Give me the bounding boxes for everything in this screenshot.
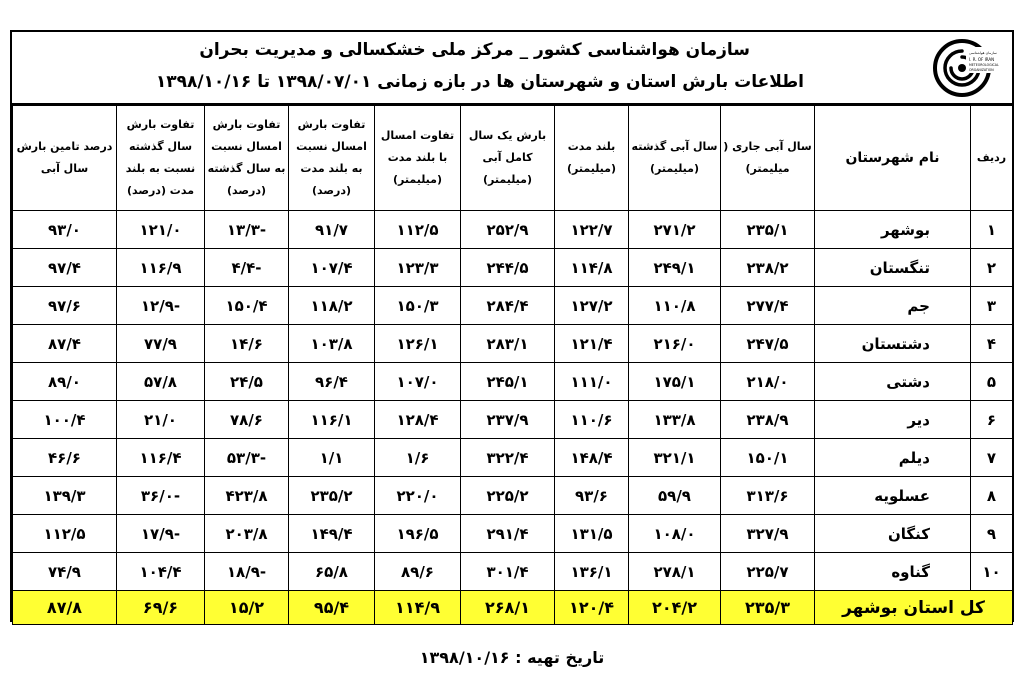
table-row xyxy=(13,249,1013,287)
table-cell: ۱۳۶/۱ xyxy=(555,553,629,591)
row-number: ۳ xyxy=(971,287,1013,325)
city-name: عسلویه xyxy=(815,477,971,515)
total-cell: ۶۹/۶ xyxy=(117,591,205,625)
logo-lettering: سازمان هواشناسی xyxy=(969,51,997,55)
table-cell: ۲۱/۰ xyxy=(117,401,205,439)
table-cell: ۲۷۱/۲ xyxy=(629,211,721,249)
table-cell: ۱۱۶/۱ xyxy=(289,401,375,439)
row-number: ۱۰ xyxy=(971,553,1013,591)
city-name: دیلم xyxy=(815,439,971,477)
header-row-number: ردیف xyxy=(971,106,1013,211)
header-diff-last-year-pct: تفاوت بارش امسال نسبت به سال گذشته (درصد) xyxy=(205,106,289,211)
table-row xyxy=(13,401,1013,439)
table-cell: ۲۱۸/۰ xyxy=(721,363,815,401)
table-cell: ۱۰۰/۴ xyxy=(13,401,117,439)
table-cell: ۱۲۱/۰ xyxy=(117,211,205,249)
table-cell: ۱۱۶/۹ xyxy=(117,249,205,287)
table-cell: ۲۸۴/۴ xyxy=(461,287,555,325)
table-cell: ۲۳۵/۱ xyxy=(721,211,815,249)
city-name: جم xyxy=(815,287,971,325)
table-cell: ۲۴۴/۵ xyxy=(461,249,555,287)
table-row xyxy=(13,553,1013,591)
table-row xyxy=(13,515,1013,553)
table-cell: ۳۲۲/۴ xyxy=(461,439,555,477)
table-cell: ۵۷/۸ xyxy=(117,363,205,401)
table-cell: ۱۱۰/۸ xyxy=(629,287,721,325)
table-cell: ۲۴۵/۱ xyxy=(461,363,555,401)
table-cell: ۱۲۳/۳ xyxy=(375,249,461,287)
header-last-year: سال آبی گذشته (میلیمتر) xyxy=(629,106,721,211)
table-cell: ۹۳/۰ xyxy=(13,211,117,249)
table-row xyxy=(13,477,1013,515)
total-cell: ۹۵/۴ xyxy=(289,591,375,625)
table-cell: ۸۹/۰ xyxy=(13,363,117,401)
table-cell: ۱۰۸/۰ xyxy=(629,515,721,553)
row-number: ۱ xyxy=(971,211,1013,249)
row-number: ۴ xyxy=(971,325,1013,363)
svg-text:METEOROLOGICAL: METEOROLOGICAL xyxy=(969,63,999,67)
table-cell: ۲۲۵/۲ xyxy=(461,477,555,515)
city-name: دیر xyxy=(815,401,971,439)
table-cell: ۱۵۰/۳ xyxy=(375,287,461,325)
row-number: ۶ xyxy=(971,401,1013,439)
total-cell: ۲۰۴/۲ xyxy=(629,591,721,625)
row-number: ۵ xyxy=(971,363,1013,401)
table-cell: ۵۹/۹ xyxy=(629,477,721,515)
table-cell: ۷۴/۹ xyxy=(13,553,117,591)
total-cell: ۲۳۵/۳ xyxy=(721,591,815,625)
table-cell: ۱۲۷/۲ xyxy=(555,287,629,325)
table-cell: ۲۳۵/۲ xyxy=(289,477,375,515)
city-name: کنگان xyxy=(815,515,971,553)
table-cell: ۶۵/۸ xyxy=(289,553,375,591)
table-cell: -۱۳/۳ xyxy=(205,211,289,249)
table-cell: ۲۹۱/۴ xyxy=(461,515,555,553)
table-cell: ۱۰۷/۴ xyxy=(289,249,375,287)
table-row xyxy=(13,363,1013,401)
preparation-date: تاریخ تهیه : ۱۳۹۸/۱۰/۱۶ xyxy=(419,648,605,667)
table-cell: ۱۲۲/۷ xyxy=(555,211,629,249)
table-cell: ۳۱۳/۶ xyxy=(721,477,815,515)
table-cell: ۱۰۷/۰ xyxy=(375,363,461,401)
header-full-year: بارش یک سال کامل آبی (میلیمتر) xyxy=(461,106,555,211)
table-cell: ۹۷/۶ xyxy=(13,287,117,325)
table-cell: ۹۱/۷ xyxy=(289,211,375,249)
table-cell: ۱۲۱/۴ xyxy=(555,325,629,363)
report-frame xyxy=(10,30,1014,622)
table-cell: ۲۸۳/۱ xyxy=(461,325,555,363)
table-cell: ۲۳۸/۹ xyxy=(721,401,815,439)
header-current-year: سال آبی جاری ( میلیمتر) xyxy=(721,106,815,211)
table-cell: ۲۳۷/۹ xyxy=(461,401,555,439)
total-cell: ۱۱۴/۹ xyxy=(375,591,461,625)
table-cell: ۳۰۱/۴ xyxy=(461,553,555,591)
table-header-row xyxy=(13,106,1013,211)
table-cell: ۱۰۴/۴ xyxy=(117,553,205,591)
report-subtitle: اطلاعات بارش استان و شهرستان ها در بازه زمانی ۱۳۹۸/۰۷/۰۱ تا ۱۳۹۸/۱۰/۱۶ xyxy=(155,72,804,92)
svg-text:ORGANIZATION: ORGANIZATION xyxy=(969,68,994,72)
table-cell: -۴/۴ xyxy=(205,249,289,287)
table-cell: ۱/۶ xyxy=(375,439,461,477)
table-cell: ۱۲۶/۱ xyxy=(375,325,461,363)
table-cell: ۲۳۸/۲ xyxy=(721,249,815,287)
table-cell: ۴۲۳/۸ xyxy=(205,477,289,515)
table-cell: ۱۳۱/۵ xyxy=(555,515,629,553)
header-diff-long-term-mm: تفاوت امسال با بلند مدت (میلیمتر) xyxy=(375,106,461,211)
table-cell: ۲۷۸/۱ xyxy=(629,553,721,591)
total-cell: ۲۶۸/۱ xyxy=(461,591,555,625)
report-header xyxy=(12,32,1012,105)
table-row xyxy=(13,439,1013,477)
row-number: ۸ xyxy=(971,477,1013,515)
table-cell: -۱۸/۹ xyxy=(205,553,289,591)
city-name: گناوه xyxy=(815,553,971,591)
table-cell: ۲۵۲/۹ xyxy=(461,211,555,249)
table-cell: ۹۶/۴ xyxy=(289,363,375,401)
table-body xyxy=(13,211,1013,625)
table-cell: ۳۲۱/۱ xyxy=(629,439,721,477)
svg-text:I. R. OF IRAN: I. R. OF IRAN xyxy=(969,57,995,62)
table-cell: ۲۴۷/۵ xyxy=(721,325,815,363)
table-cell: ۳۲۷/۹ xyxy=(721,515,815,553)
total-cell: ۱۲۰/۴ xyxy=(555,591,629,625)
table-cell: ۲۲۵/۷ xyxy=(721,553,815,591)
total-cell: ۸۷/۸ xyxy=(13,591,117,625)
table-cell: -۱۲/۹ xyxy=(117,287,205,325)
table-cell: ۱۴۸/۴ xyxy=(555,439,629,477)
total-cell: ۱۵/۲ xyxy=(205,591,289,625)
table-cell: ۲۷۷/۴ xyxy=(721,287,815,325)
rainfall-table xyxy=(12,105,1013,625)
table-cell: ۱۳۹/۳ xyxy=(13,477,117,515)
report-title: سازمان هواشناسی کشور _ مرکز ملی خشکسالی و مدیریت بحران xyxy=(199,40,750,60)
table-cell: ۱۳۳/۸ xyxy=(629,401,721,439)
table-cell: ۱۵۰/۱ xyxy=(721,439,815,477)
table-cell: -۳۶/۰ xyxy=(117,477,205,515)
total-label: کل استان بوشهر xyxy=(815,591,1013,625)
table-cell: ۴۶/۶ xyxy=(13,439,117,477)
table-cell: ۷۸/۶ xyxy=(205,401,289,439)
header-supply-pct: درصد تامین بارش سال آبی xyxy=(13,106,117,211)
table-cell: ۲۴۹/۱ xyxy=(629,249,721,287)
table-cell: ۱۷۵/۱ xyxy=(629,363,721,401)
table-cell: ۱۴۹/۴ xyxy=(289,515,375,553)
header-diff-long-term-pct: تفاوت بارش امسال نسبت به بلند مدت (درصد) xyxy=(289,106,375,211)
city-name: دشتستان xyxy=(815,325,971,363)
row-number: ۲ xyxy=(971,249,1013,287)
table-cell: ۱۱۲/۵ xyxy=(375,211,461,249)
header-last-year-vs-long-term-pct: تفاوت بارش سال گذشته نسبت به بلند مدت (درصد) xyxy=(117,106,205,211)
table-cell: ۹۳/۶ xyxy=(555,477,629,515)
row-number: ۷ xyxy=(971,439,1013,477)
table-cell: ۹۷/۴ xyxy=(13,249,117,287)
table-cell: ۲۰۳/۸ xyxy=(205,515,289,553)
table-cell: ۱۵۰/۴ xyxy=(205,287,289,325)
table-cell: ۷۷/۹ xyxy=(117,325,205,363)
header-city-name: نام شهرستان xyxy=(815,106,971,211)
header-long-term: بلند مدت (میلیمتر) xyxy=(555,106,629,211)
table-cell: ۲۲۰/۰ xyxy=(375,477,461,515)
meteorological-organization-logo xyxy=(914,37,1008,99)
table-cell: ۲۴/۵ xyxy=(205,363,289,401)
table-cell: ۱۴/۶ xyxy=(205,325,289,363)
table-cell: ۱۲۸/۴ xyxy=(375,401,461,439)
table-cell: -۱۷/۹ xyxy=(117,515,205,553)
table-cell: ۱/۱ xyxy=(289,439,375,477)
table-row xyxy=(13,211,1013,249)
city-name: بوشهر xyxy=(815,211,971,249)
table-cell: ۱۱۸/۲ xyxy=(289,287,375,325)
table-cell: -۵۳/۳ xyxy=(205,439,289,477)
city-name: دشتی xyxy=(815,363,971,401)
table-cell: ۱۱۱/۰ xyxy=(555,363,629,401)
table-row xyxy=(13,287,1013,325)
table-cell: ۱۱۴/۸ xyxy=(555,249,629,287)
table-row xyxy=(13,325,1013,363)
table-cell: ۸۷/۴ xyxy=(13,325,117,363)
total-row xyxy=(13,591,1013,625)
city-name: تنگستان xyxy=(815,249,971,287)
table-cell: ۱۰۳/۸ xyxy=(289,325,375,363)
row-number: ۹ xyxy=(971,515,1013,553)
table-cell: ۱۱۶/۴ xyxy=(117,439,205,477)
table-cell: ۱۱۰/۶ xyxy=(555,401,629,439)
table-cell: ۱۱۲/۵ xyxy=(13,515,117,553)
table-cell: ۱۹۶/۵ xyxy=(375,515,461,553)
table-cell: ۲۱۶/۰ xyxy=(629,325,721,363)
table-cell: ۸۹/۶ xyxy=(375,553,461,591)
